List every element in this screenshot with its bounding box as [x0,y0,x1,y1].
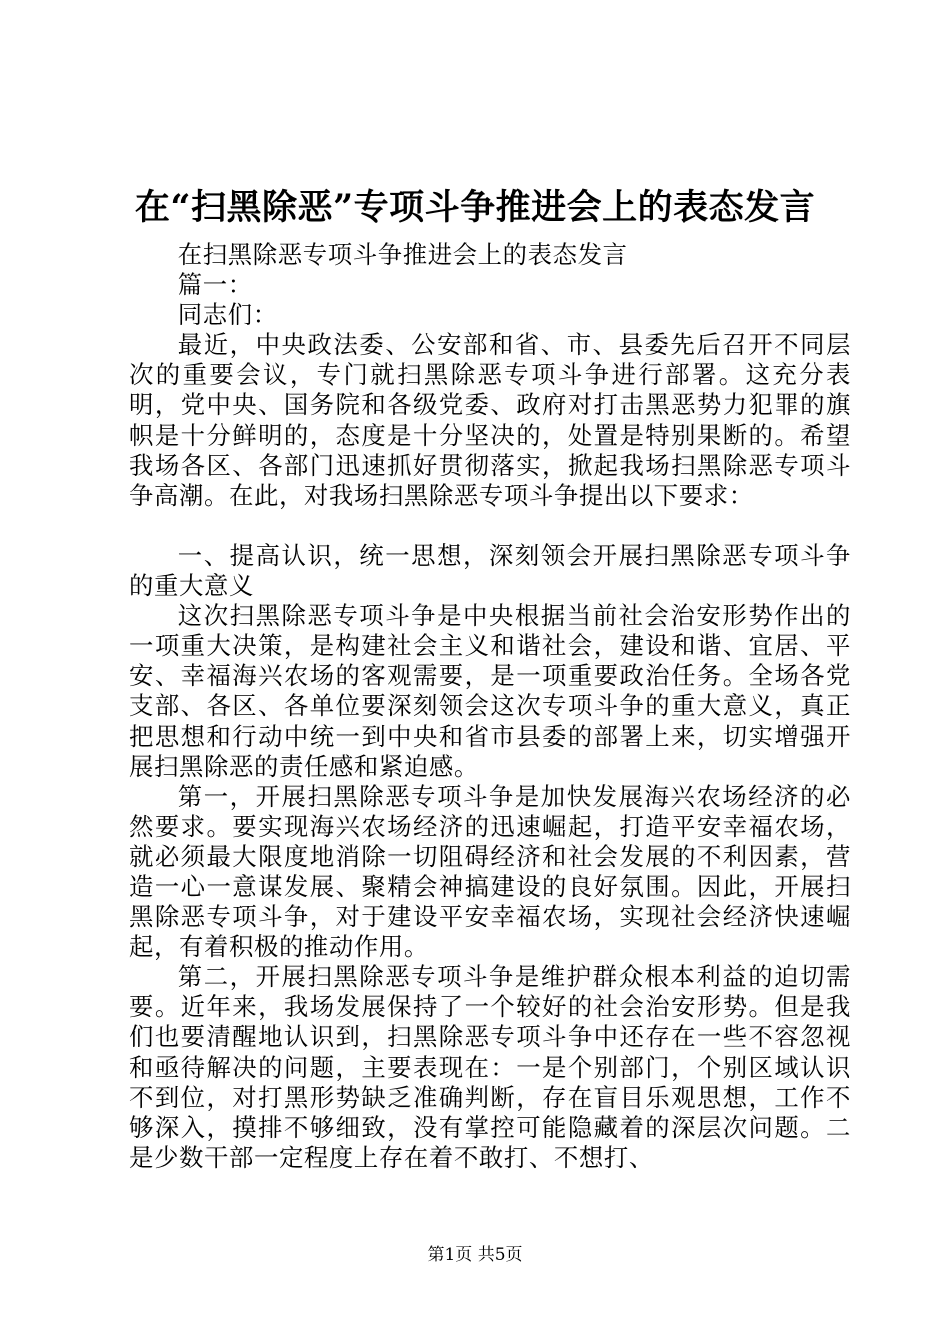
section-label: 篇一： [177,270,253,300]
document-title: 在“扫黑除恶”专项斗争推进会上的表态发言 [134,187,816,228]
subtitle-paragraph: 在扫黑除恶专项斗争推进会上的表态发言 [177,240,628,269]
body-paragraph: 最近，中央政法委、公安部和省、市、县委先后召开不同层次的重要会议，专门就扫黑除恶专项斗争进行部署。这充分表明，党中央、国务院和各级党委、政府对打击黑恶势力犯罪的旗帜是十分鲜明的，态度是十分坚决的，处置是特别果断的。希望我场各区、各部门迅速抓好贯彻落实，掀起我场扫黑除恶专项斗争高潮。在此，对我场扫黑除恶专项斗争提出以下要求： [129,330,851,510]
document-body [129,240,851,1173]
page-footer: 第1页 共5页 [427,1245,523,1265]
salutation: 同志们： [177,300,278,330]
body-paragraph: 第一，开展扫黑除恶专项斗争是加快发展海兴农场经济的必然要求。要实现海兴农场经济的迅速崛起，打造平安幸福农场，就必须最大限度地消除一切阻碍经济和社会发展的不利因素，营造一心一意谋发展、聚精会神搞建设的良好氛围。因此，开展扫黑除恶专项斗争，对于建设平安幸福农场，实现社会经济快速崛起，有着积极的推动作用。 [129,781,851,962]
blank-line [129,511,851,541]
body-paragraph: 第二，开展扫黑除恶专项斗争是维护群众根本利益的迫切需要。近年来，我场发展保持了一个较好的社会治安形势。但是我们也要清醒地认识到，扫黑除恶专项斗争中还存在一些不容忽视和亟待解决的问题，主要表现在：一是个别部门，个别区域认识不到位，对打黑形势缺乏准确判断，存在盲目乐观思想，工作不够深入，摸排不够细致，没有掌控可能隐藏着的深层次问题。二是少数干部一定程度上存在着不敢打、不想打、 [129,962,851,1172]
body-paragraph: 这次扫黑除恶专项斗争是中央根据当前社会治安形势作出的一项重大决策，是构建社会主义和谐社会，建设和谐、宜居、平安、幸福海兴农场的客观需要，是一项重要政治任务。全场各党支部、各区、各单位要深刻领会这次专项斗争的重大意义，真正把思想和行动中统一到中央和省市县委的部署上来，切实增强开展扫黑除恶的责任感和紧迫感。 [129,601,851,781]
section-heading: 一、提高认识，统一思想，深刻领会开展扫黑除恶专项斗争的重大意义 [129,540,851,601]
